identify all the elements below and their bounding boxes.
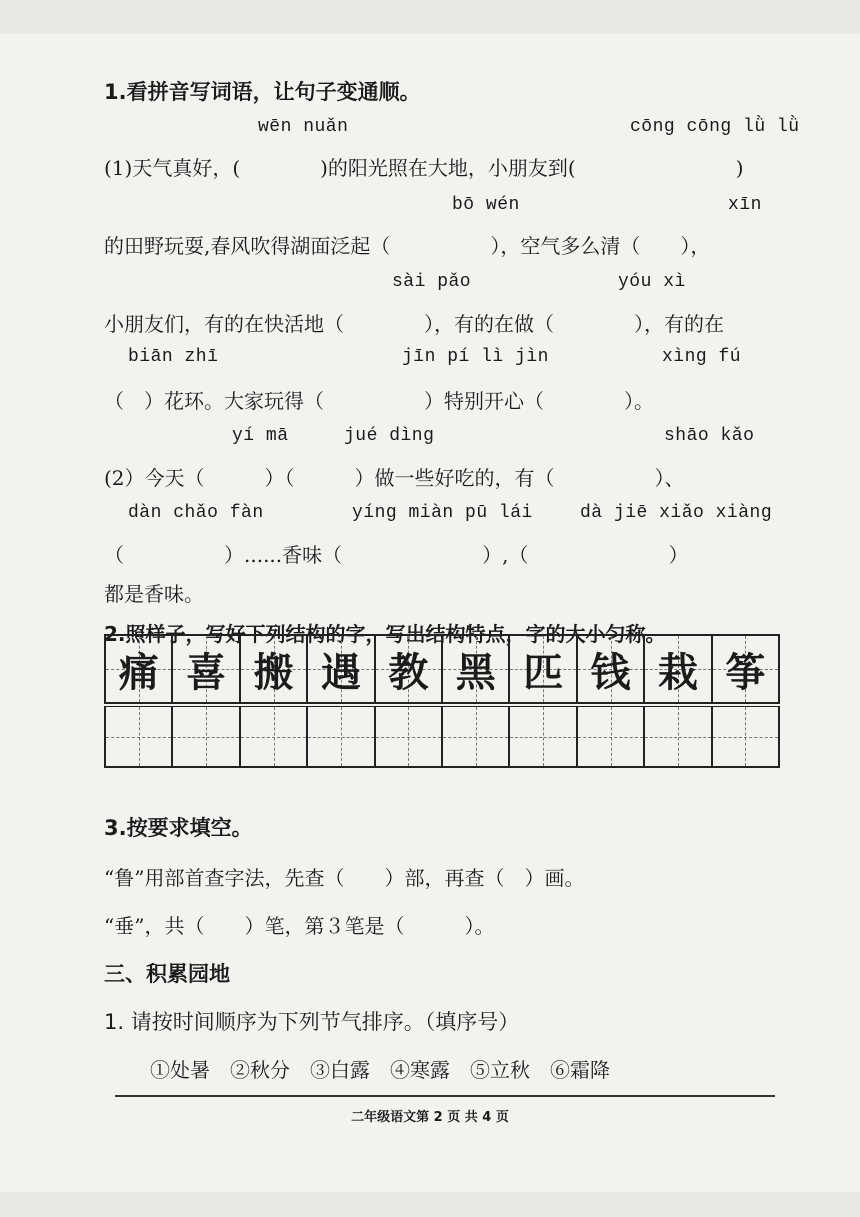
q1-line-6: （ ）......香味（ ）,（ ） — [104, 543, 689, 567]
writing-cell[interactable] — [713, 707, 778, 766]
pinyin-jue-ding: jué dìng — [344, 426, 435, 446]
pinyin-you-xi: yóu xì — [618, 272, 686, 292]
q3-line-1: “鲁”用部首查字法，先查（ ）部，再查（ ）画。 — [104, 866, 585, 890]
pinyin-xin: xīn — [728, 195, 762, 215]
q1-line-4: （ ）花环。大家玩得（ ）特别开心（ ）。 — [104, 389, 654, 413]
q1-line-1: (1)天气真好，( )的阳光照在大地，小朋友到( ) — [104, 156, 744, 180]
pinyin-dan-chao-fan: dàn chǎo fàn — [128, 503, 264, 523]
writing-cell[interactable] — [510, 707, 577, 766]
character-writing-grid[interactable] — [104, 706, 780, 768]
writing-cell[interactable] — [645, 707, 712, 766]
char-cell: 钱 — [578, 636, 645, 702]
writing-cell[interactable] — [578, 707, 645, 766]
char-cell: 黑 — [443, 636, 510, 702]
pinyin-sai-pao: sài pǎo — [392, 272, 472, 292]
q1-line-3: 小朋友们，有的在快活地（ ），有的在做（ ），有的在 — [104, 312, 724, 336]
section3-q1: 1. 请按时间顺序为下列节气排序。（填序号） — [104, 1010, 520, 1034]
pinyin-wen-nuan: wēn nuǎn — [258, 117, 349, 137]
pinyin-xing-fu: xìng fú — [662, 347, 742, 367]
pinyin-jin-pi-li-jin: jīn pí lì jìn — [402, 347, 549, 367]
writing-cell[interactable] — [443, 707, 510, 766]
pinyin-bian-zhi: biān zhī — [128, 347, 219, 367]
char-cell: 栽 — [645, 636, 712, 702]
pinyin-shao-kao: shāo kǎo — [664, 426, 755, 446]
character-sample-grid — [104, 634, 780, 704]
footer-rule — [115, 1095, 775, 1097]
writing-cell[interactable] — [376, 707, 443, 766]
writing-cell[interactable] — [173, 707, 240, 766]
q1-title: 1.看拼音写词语，让句子变通顺。 — [104, 80, 421, 104]
pinyin-cong-cong-lu-lu: cōng cōng lǜ lǜ — [630, 117, 800, 137]
char-cell: 匹 — [510, 636, 577, 702]
char-cell: 痛 — [106, 636, 173, 702]
q3-title: 3.按要求填空。 — [104, 816, 253, 840]
section3-title: 三、积累园地 — [104, 962, 230, 986]
page-footer: 二年级语文第 2 页 共 4 页 — [351, 1110, 509, 1125]
writing-cell[interactable] — [106, 707, 173, 766]
char-cell: 喜 — [173, 636, 240, 702]
char-cell: 遇 — [308, 636, 375, 702]
char-cell: 筝 — [713, 636, 778, 702]
q2-title: 2.照样子，写好下列结构的字，写出结构特点，字的大小匀称。 — [104, 622, 666, 646]
q1-line-5: (2）今天（ ）（ ）做一些好吃的，有（ ）、 — [104, 466, 685, 490]
pinyin-ying-mian-pu-lai: yíng miàn pū lái — [352, 503, 533, 523]
pinyin-yi-ma: yí mā — [232, 426, 289, 446]
pinyin-da-jie-xiao-xiang: dà jiē xiǎo xiàng — [580, 503, 773, 523]
pinyin-bo-wen: bō wén — [452, 195, 520, 215]
writing-cell[interactable] — [241, 707, 308, 766]
writing-cell[interactable] — [308, 707, 375, 766]
q1-line-7: 都是香味。 — [104, 582, 204, 606]
q1-line-2: 的田野玩耍,春风吹得湖面泛起（ ），空气多么清（ ）， — [104, 234, 711, 258]
q3-line-2: “垂”，共（ ）笔，第３笔是（ ）。 — [104, 914, 495, 938]
char-cell: 搬 — [241, 636, 308, 702]
char-cell: 教 — [376, 636, 443, 702]
solar-term-options: ①处暑 ②秋分 ③白露 ④寒露 ⑤立秋 ⑥霜降 — [150, 1058, 610, 1082]
